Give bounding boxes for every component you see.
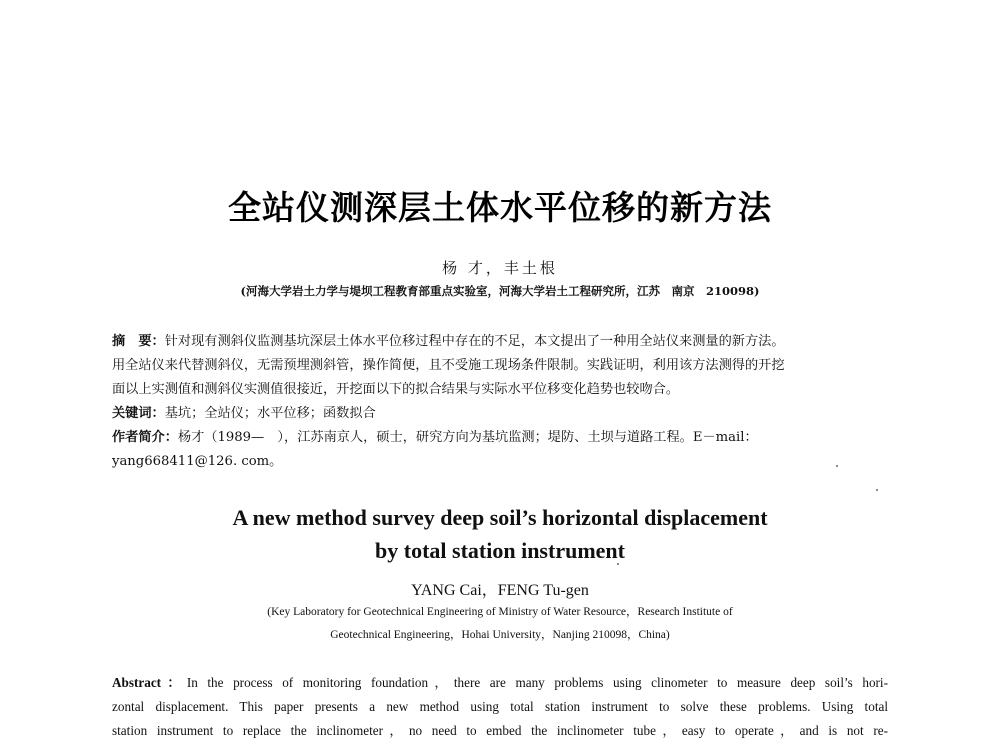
scan-speck (876, 489, 878, 491)
english-title-line-2: by total station instrument (375, 538, 625, 563)
chinese-title: 全站仪测深层土体水平位移的新方法 (228, 188, 772, 227)
chinese-abstract-line-1 (112, 330, 888, 354)
english-affiliation (0, 601, 1000, 647)
english-abstract-line-2: zontal displacement. This paper presents a new method using total station instrument to solve these problems. Using total (112, 699, 888, 714)
chinese-abstract-line-3: 面以上实测值和测斜仪实测值很接近，开挖面以下的拟合结果与实际水平位移变化趋势也较吻合。 (112, 382, 680, 397)
english-abstract-line-1 (112, 671, 888, 695)
chinese-abstract-line-2: 用全站仪来代替测斜仪，无需预埋测斜管，操作简便，且不受施工现场条件限制。实践证明，利用该方法测得的开挖 (112, 358, 785, 373)
chinese-author-bio-label: 作者简介： (112, 430, 178, 445)
chinese-abstract-text: 针对现有测斜仪监测基坑深层土体水平位移过程中存在的不足，本文提出了一种用全站仪来测量的新方法。 (164, 334, 785, 349)
chinese-keywords-label: 关键词： (112, 406, 165, 421)
english-title (0, 501, 1000, 567)
english-authors: YANG Cai，FENG Tu-gen (411, 582, 589, 599)
english-abstract-label: Abstract： (112, 675, 187, 690)
chinese-abstract-label: 摘 要： (112, 334, 165, 349)
english-affiliation-line-2: Geotechnical Engineering，Hohai University，Nanjing 210098，China) (330, 629, 670, 641)
english-abstract (112, 671, 888, 743)
chinese-author-bio-text: 杨才（1989— ），江苏南京人，硕士，研究方向为基坑监测；堤防、土坝与道路工程。E－mail： (177, 430, 758, 445)
english-abstract-line-3: station instrument to replace the inclinometer，no need to embed the inclinometer tube，easy to operate，and is not re- (112, 723, 888, 738)
scan-speck (836, 465, 838, 467)
english-title-line-1: A new method survey deep soil’s horizontal displacement (232, 505, 768, 530)
chinese-authors: 杨 才，丰土根 (442, 259, 558, 277)
chinese-affiliation: (河海大学岩土力学与堤坝工程教育部重点实验室，河海大学岩土工程研究所，江苏 南京 210098) (240, 284, 760, 298)
chinese-keywords-text: 基坑；全站仪；水平位移；函数拟合 (164, 406, 376, 421)
chinese-front-matter (112, 330, 888, 474)
english-affiliation-line-1: (Key Laboratory for Geotechnical Engineering of Ministry of Water Resource，Research Institute of (267, 606, 733, 618)
chinese-author-bio (112, 426, 888, 450)
chinese-keywords (112, 402, 888, 426)
chinese-author-email: yang668411@126. com。 (112, 454, 283, 469)
english-abstract-text: In the process of monitoring foundation，there are many problems using clinometer to measure deep soil’s hori- (186, 675, 888, 690)
